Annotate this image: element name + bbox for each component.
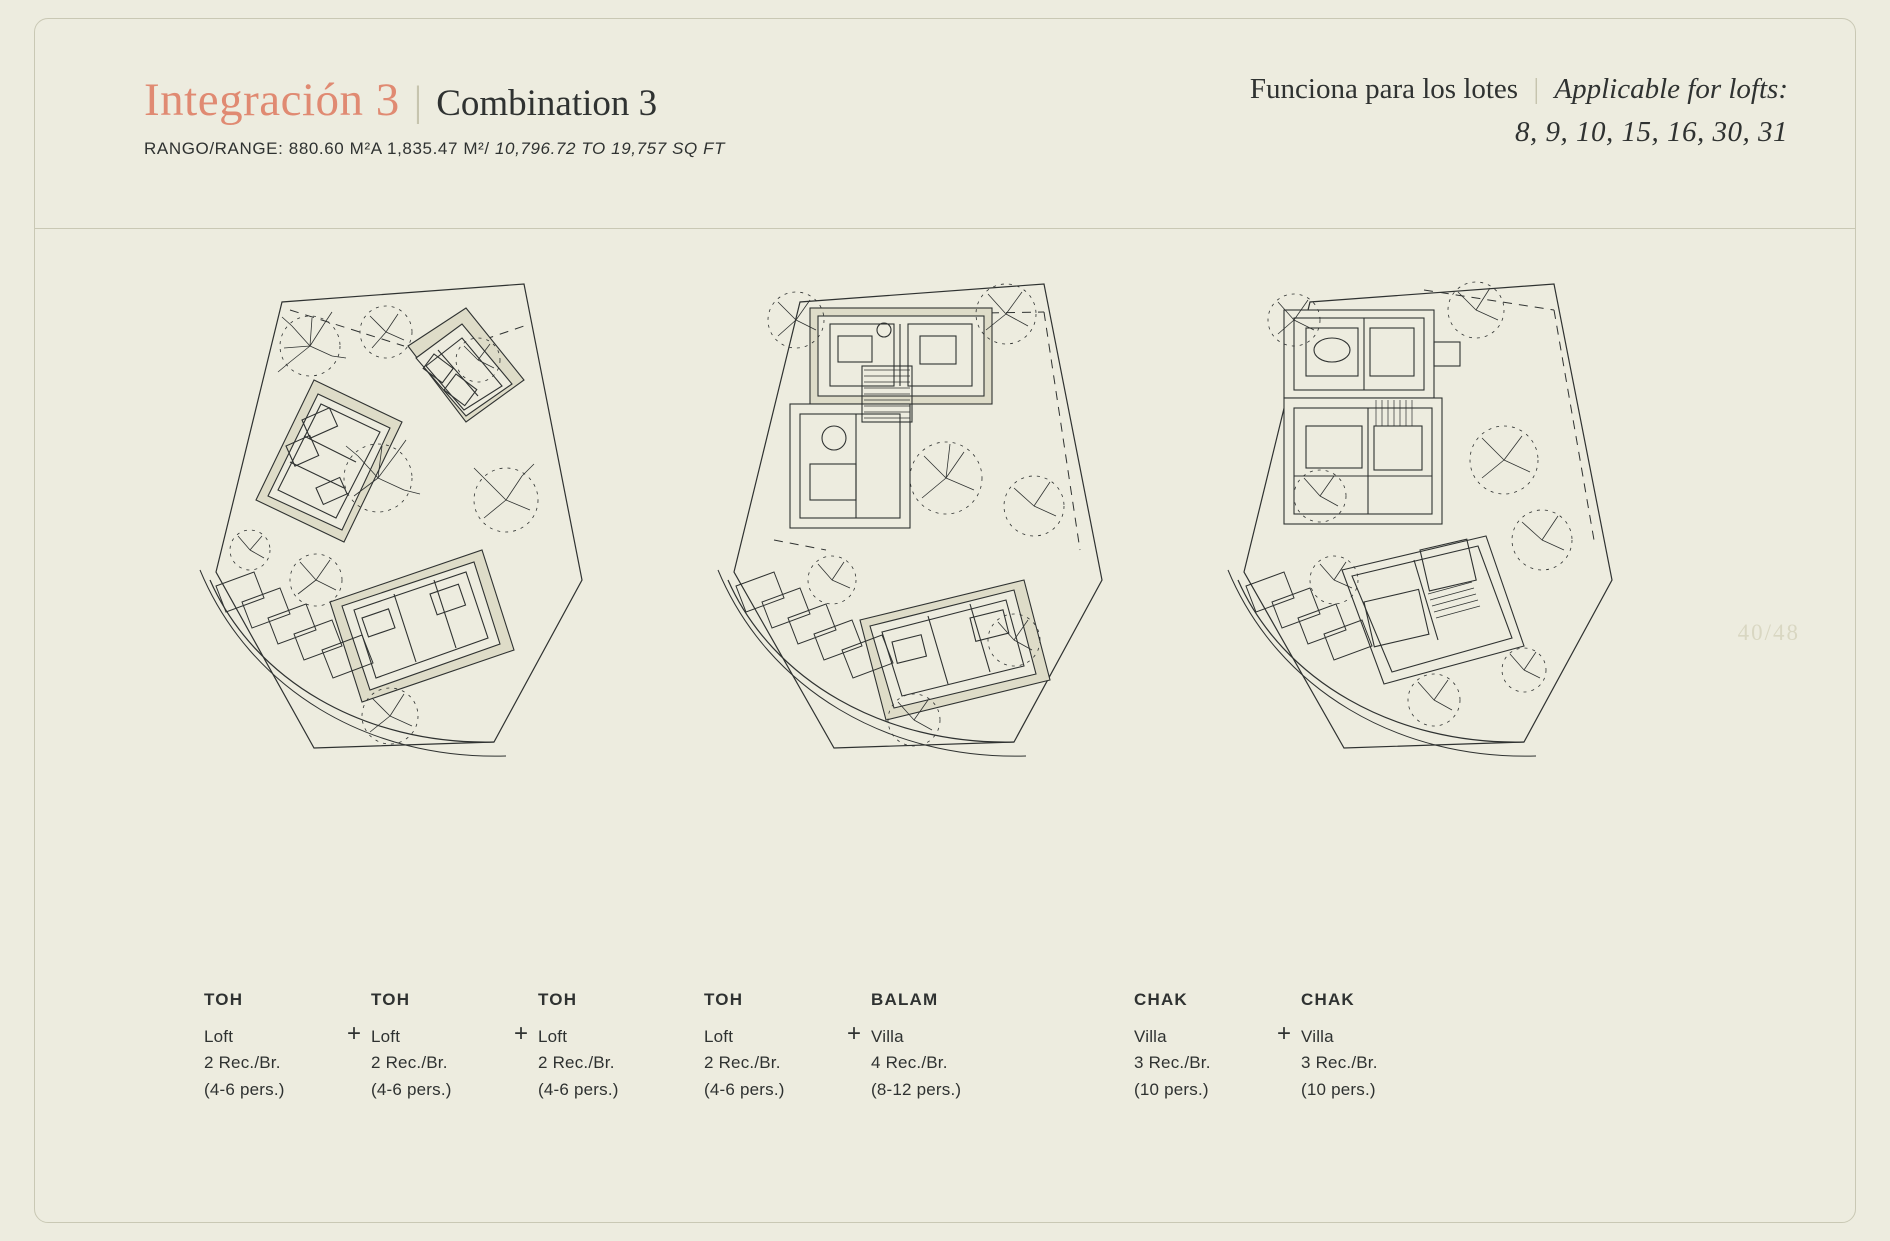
legend-unit-name: BALAM: [871, 990, 939, 1009]
legend-unit-name: CHAK: [1134, 990, 1188, 1009]
legend-area: [34, 990, 1856, 1160]
legend-unit-name: TOH: [371, 990, 411, 1009]
legend-plus-icon: +: [346, 1020, 361, 1047]
legend-unit-capacity: (8-12 pers.): [871, 1079, 962, 1099]
legend-unit-bedrooms: 3 Rec./Br.: [1301, 1053, 1378, 1073]
range-value: 10,796.72 TO 19,757 SQ FT: [495, 139, 726, 158]
page-header: [34, 18, 1856, 228]
legend-item: [538, 990, 671, 1103]
site-plans-area: [34, 250, 1856, 940]
legend-unit-bedrooms: 2 Rec./Br.: [704, 1053, 781, 1073]
legend-unit-bedrooms: 2 Rec./Br.: [371, 1053, 448, 1073]
legend-unit-bedrooms: 3 Rec./Br.: [1134, 1053, 1211, 1073]
legend-item: [871, 990, 1031, 1103]
legend-unit-type: Villa: [1134, 1027, 1167, 1046]
legend-unit-bedrooms: 2 Rec./Br.: [538, 1053, 615, 1073]
legend-item: [204, 990, 337, 1103]
legend-unit-type: Loft: [204, 1027, 234, 1046]
applicable-lots-labels: [1250, 73, 1788, 106]
legend-unit-bedrooms: 4 Rec./Br.: [871, 1053, 948, 1073]
legend-unit-bedrooms: 2 Rec./Br.: [204, 1053, 281, 1073]
legend-item: [1134, 990, 1267, 1103]
legend-unit-name: TOH: [538, 990, 578, 1009]
page-title: [144, 73, 725, 127]
legend-plus-icon: +: [846, 1020, 861, 1047]
lots-label-es: Funciona para los lotes: [1249, 73, 1519, 105]
legend-item: [1301, 990, 1434, 1103]
lots-separator: |: [1533, 73, 1540, 105]
legend-group-2: [704, 990, 1031, 1103]
site-plan-2: [714, 250, 1274, 900]
applicable-lots-block: [1250, 73, 1788, 149]
legend-unit-name: TOH: [204, 990, 244, 1009]
legend-unit-capacity: (4-6 pers.): [204, 1079, 285, 1099]
legend-group-3: [1134, 990, 1434, 1103]
range-line: [144, 139, 725, 159]
legend-unit-capacity: (4-6 pers.): [538, 1079, 619, 1099]
page-number: 40/48: [1737, 620, 1800, 645]
title-separator: |: [413, 79, 423, 125]
title-block: [144, 73, 725, 159]
legend-unit-capacity: (10 pers.): [1134, 1079, 1209, 1099]
range-label: RANGO/RANGE: 880.60 M²A 1,835.47 M²/: [144, 139, 490, 158]
title-subtitle: Combination 3: [436, 83, 658, 124]
legend-plus-icon: +: [513, 1020, 528, 1047]
legend-unit-name: CHAK: [1301, 990, 1355, 1009]
lots-values: 8, 9, 10, 15, 16, 30, 31: [1515, 116, 1788, 148]
lots-label-en: Applicable for lofts:: [1554, 73, 1788, 105]
legend-unit-capacity: (4-6 pers.): [704, 1079, 785, 1099]
legend-group-1: [204, 990, 671, 1103]
legend-unit-type: Loft: [538, 1027, 568, 1046]
legend-plus-icon: +: [1276, 1020, 1291, 1047]
site-plan-1: [194, 250, 754, 900]
legend-unit-type: Villa: [871, 1027, 904, 1046]
header-divider: [34, 228, 1856, 229]
legend-unit-name: TOH: [704, 990, 744, 1009]
title-main: Integración 3: [144, 74, 400, 126]
legend-unit-type: Loft: [371, 1027, 401, 1046]
legend-item: [371, 990, 504, 1103]
legend-unit-type: Loft: [704, 1027, 734, 1046]
legend-unit-type: Villa: [1301, 1027, 1334, 1046]
legend-unit-capacity: (4-6 pers.): [371, 1079, 452, 1099]
legend-unit-capacity: (10 pers.): [1301, 1079, 1376, 1099]
site-plan-3: [1224, 250, 1784, 900]
legend-item: [704, 990, 837, 1103]
